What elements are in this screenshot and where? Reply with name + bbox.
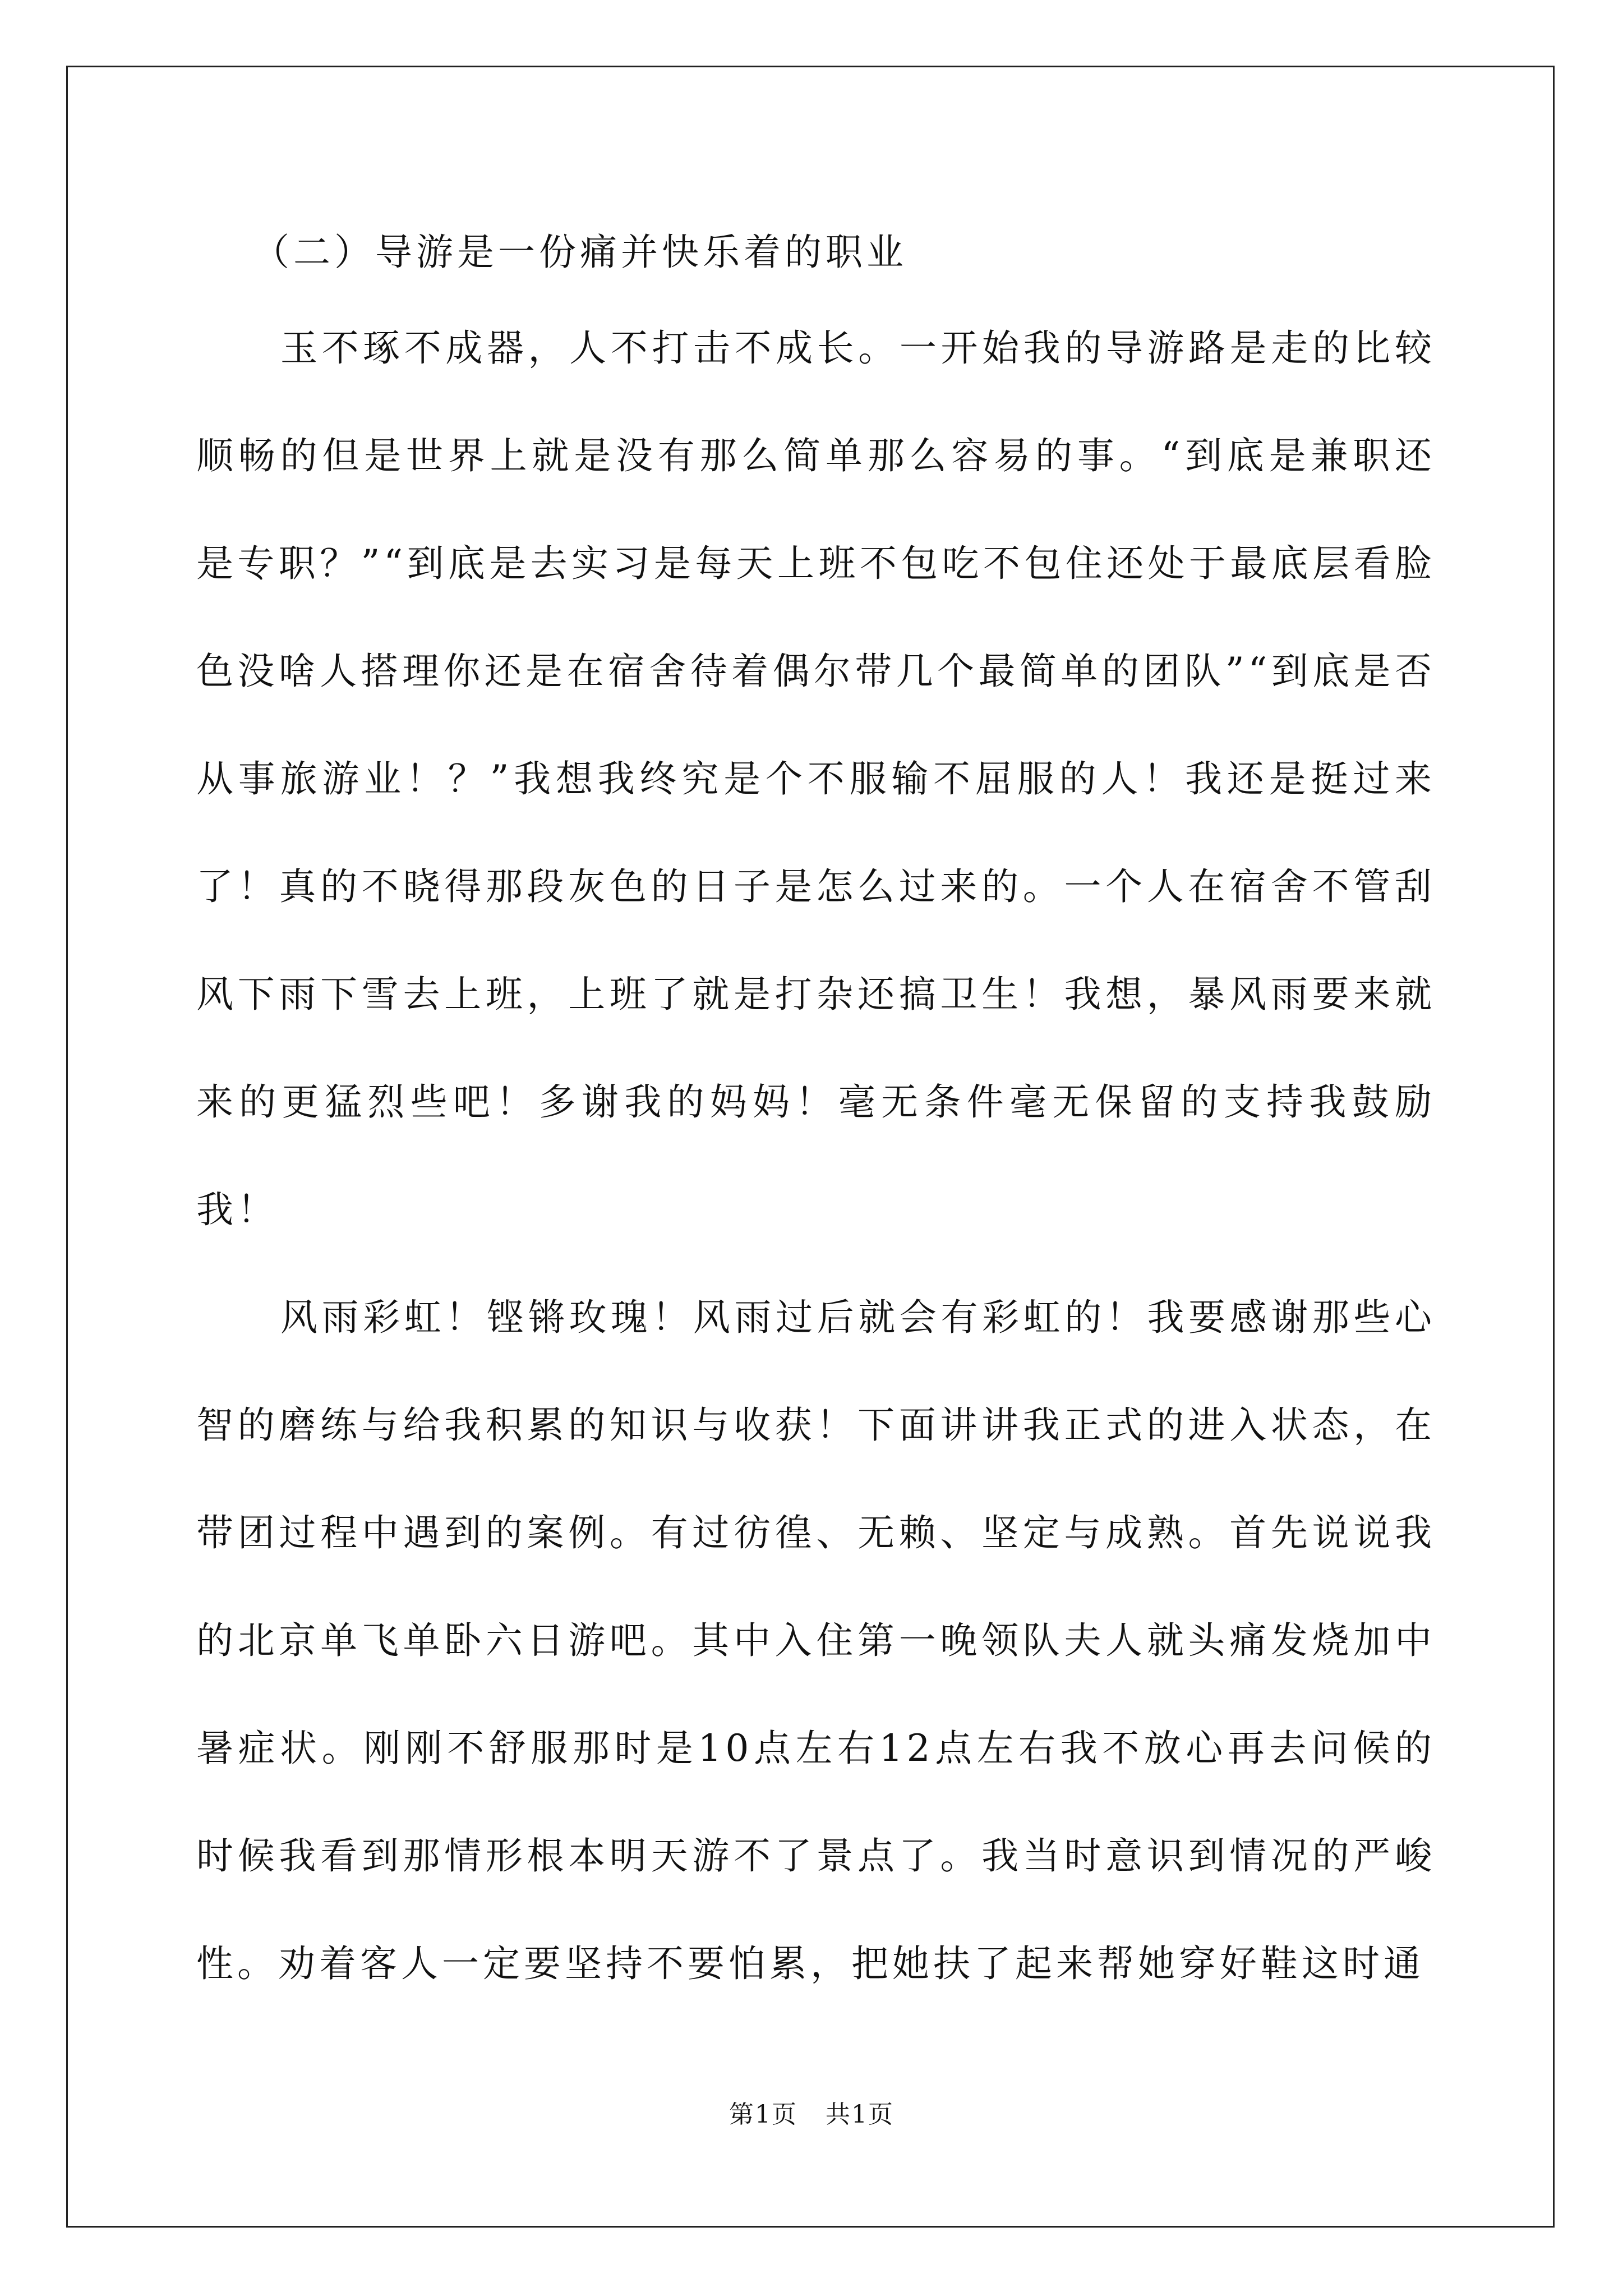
document-body [196,210,1436,2018]
paragraph-2: 风雨彩虹！铿锵玫瑰！风雨过后就会有彩虹的！我要感谢那些心智的磨练与给我积累的知识与收获！下面讲讲我正式的进入状态，在带团过程中遇到的案例。有过彷徨、无赖、坚定与成熟。首先说说我的北京单飞单卧六日游吧。其中入住第一晚领队夫人就头痛发烧加中暑症状。刚刚不舒服那时是10点左右12点左右我不放心再去问候的时候我看到那情形根本明天游不了景点了。我当时意识到情况的严峻性。劝着客人一定要坚持不要怕累，把她扶了起来帮她穿好鞋这时通 [196,1296,1436,1985]
page-number: 第1页 [729,2100,797,2129]
page-total: 共1页 [826,2100,894,2129]
page-footer [0,2094,1623,2130]
paragraph-1: 玉不琢不成器，人不打击不成长。一开始我的导游路是走的比较顺畅的但是世界上就是没有那么简单那么容易的事。“到底是兼职还是专职？”“到底是去实习是每天上班不包吃不包住还处于最底层看脸色没啥人搭理你还是在宿舍待着偶尔带几个最简单的团队”“到底是否从事旅游业！？”我想我终究是个不服输不屈服的人！我还是挺过来了！真的不晓得那段灰色的日子是怎么过来的。一个人在宿舍不管刮风下雨下雪去上班，上班了就是打杂还搞卫生！我想，暴风雨要来就来的更猛烈些吧！多谢我的妈妈！毫无条件毫无保留的支持我鼓励我！ [196,326,1436,1231]
section-heading: （二）导游是一份痛并快乐着的职业 [252,231,907,274]
